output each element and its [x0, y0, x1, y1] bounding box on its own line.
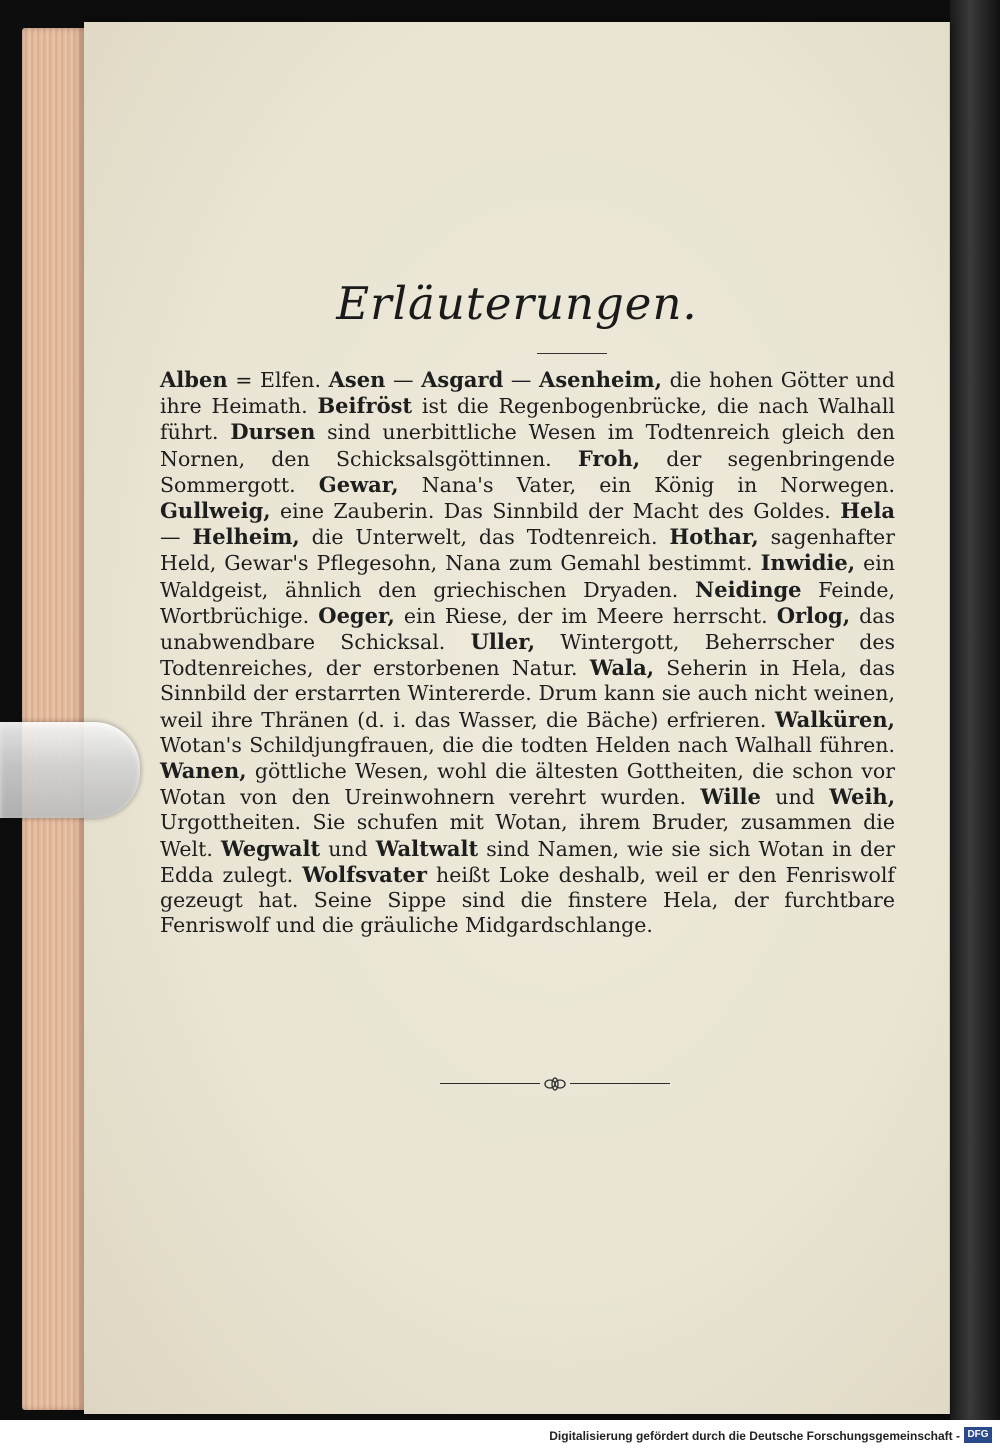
glossary-term: Gullweig,: [160, 498, 271, 524]
glossary-term: Neidinge: [695, 576, 802, 602]
glossary-definition: —: [503, 368, 540, 392]
glossary-definition: ein Waldgeist, ähnlich den griechischen Dryaden.: [160, 551, 895, 602]
glossary-term: Wegwalt: [220, 835, 321, 861]
thumb-overlay: [0, 722, 140, 818]
glossary-definition: Wotan's Schildjungfrauen, die die todten Helden nach Walhall führen.: [160, 732, 895, 757]
footer-bar: [0, 1420, 1000, 1451]
glossary-term: Hothar,: [669, 524, 759, 550]
glossary-definition: Wintergott, Beherrscher des Todtenreiches, der erstorbenen Natur.: [160, 630, 895, 681]
glossary-term: Asen: [328, 367, 386, 392]
glossary-term: Beifröst: [317, 393, 413, 419]
glossary-definition: heißt Loke deshalb, weil er den Fenriswolf gezeugt hat. Seine Sippe sind die finstere Hela, der furchtbare Fenriswolf und die gräuliche Midgardschlange.: [160, 862, 895, 938]
glossary-definition: sind unerbittliche Wesen im Todtenreich gleich den Nornen, den Schicksalsgöttinnen.: [160, 420, 895, 471]
glossary-term: Asgard: [421, 367, 504, 392]
glossary-term: Hela: [840, 498, 895, 524]
page-edge-line: [949, 22, 950, 1414]
glossary-term: Dursen: [230, 419, 316, 445]
title-rule: [537, 353, 607, 354]
glossary-term: Froh,: [577, 445, 641, 471]
glossary-definition: Nana's Vater, ein König in Norwegen.: [398, 472, 895, 497]
glossary-term: Wala,: [589, 655, 655, 681]
glossary-definition: = Elfen.: [227, 368, 329, 392]
page-title: Erläuterungen.: [336, 277, 698, 330]
glossary-definition: und: [320, 836, 376, 861]
glossary-definition: sagenhafter Held, Gewar's Pflegesohn, Nana zum Gemahl bestimmt.: [160, 525, 895, 576]
glossary-definition: ist die Regenbogenbrücke, die nach Walhall führt.: [160, 394, 895, 445]
glossary-term: Asenheim,: [539, 367, 662, 392]
glossary-paragraph: [160, 367, 895, 938]
glossary-term: Wolfsvater: [302, 861, 427, 887]
glossary-definition: das unabwendbare Schicksal.: [160, 603, 895, 655]
glossary-definition: und: [760, 785, 830, 810]
glossary-term: Waltwalt: [375, 835, 479, 861]
closing-ornament: [440, 1074, 670, 1094]
glossary-text: [160, 367, 895, 938]
glossary-term: Uller,: [470, 629, 536, 655]
glossary-term: Wanen,: [160, 758, 247, 784]
glossary-term: Weih,: [829, 784, 896, 810]
ornament-line-right: [570, 1083, 670, 1084]
glossary-term: Walküren,: [774, 706, 895, 732]
glossary-term: Wille: [700, 784, 761, 810]
glossary-definition: Seherin in Hela, das Sinnbild der erstarrten Wintererde. Drum kann sie auch nicht weinen, weil ihre Thränen (d. i. das Wasser, die Bäche) erfrieren.: [160, 656, 895, 732]
glossary-definition: Feinde, Wortbrüchige.: [160, 577, 895, 628]
glossary-definition: göttliche Wesen, wohl die ältesten Gottheiten, die schon vor Wotan von den Ureinwohnern verehrt wurden.: [160, 759, 895, 810]
glossary-definition: —: [385, 368, 422, 392]
glossary-term: Helheim,: [192, 524, 300, 550]
glossary-definition: —: [160, 525, 193, 550]
glossary-definition: der segenbringende Sommergott.: [160, 446, 896, 497]
glossary-definition: die hohen Götter und ihre Heimath.: [160, 368, 895, 419]
glossary-term: Oeger,: [318, 602, 395, 628]
footer-credit: Digitalisierung gefördert durch die Deutsche Forschungsgemeinschaft -: [549, 1429, 960, 1443]
glossary-definition: die Unterwelt, das Todtenreich.: [299, 525, 670, 550]
glossary-term: Alben: [160, 367, 228, 392]
ornament-line-left: [440, 1083, 540, 1084]
glossary-definition: Urgottheiten. Sie schufen mit Wotan, ihrem Bruder, zusammen die Welt.: [160, 810, 895, 861]
glossary-definition: sind Namen, wie sie sich Wotan in der Edda zulegt.: [160, 836, 896, 887]
book-spine: [950, 0, 1000, 1420]
dfg-logo: DFG: [964, 1427, 992, 1443]
glossary-definition: eine Zauberin. Das Sinnbild der Macht des Goldes.: [270, 499, 841, 524]
glossary-term: Gewar,: [318, 471, 399, 497]
glossary-term: Orlog,: [776, 602, 851, 628]
page-edges: [22, 28, 92, 1410]
glossary-term: Inwidie,: [760, 550, 856, 576]
ornament-knot-icon: [544, 1074, 566, 1094]
glossary-definition: ein Riese, der im Meere herrscht.: [394, 603, 777, 628]
